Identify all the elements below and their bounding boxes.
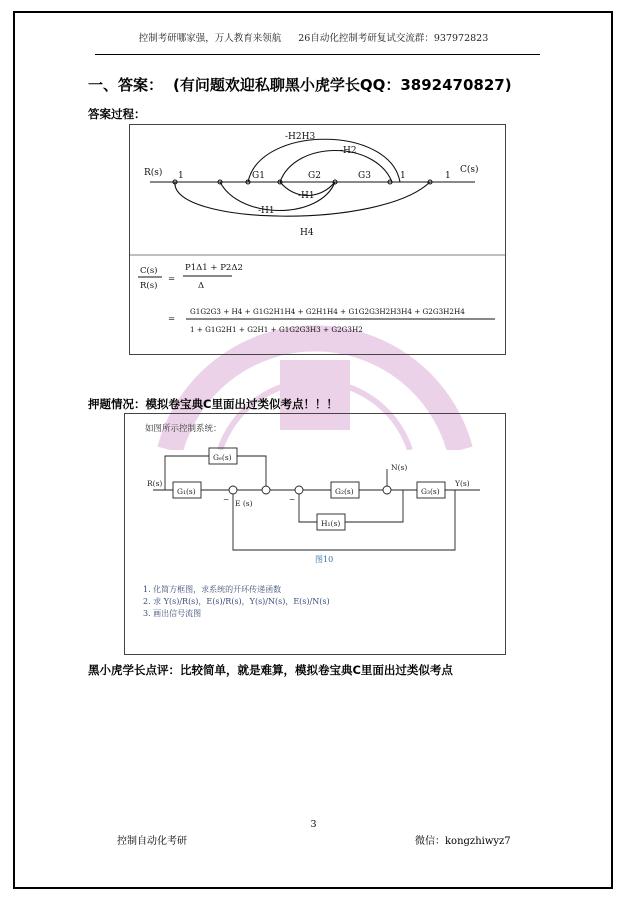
hw-one-2: 1 <box>400 171 406 181</box>
question-1: 1. 化简方框图，求系统的开环传递函数 <box>143 585 282 594</box>
header-rule <box>95 54 540 55</box>
handwritten-answer-image <box>129 124 506 355</box>
eq2-num: G1G2G3 + H4 + G1G2H1H4 + G2H1H4 + G1G2G3H2H3H4 + G2G3H2H4 <box>190 307 465 316</box>
hw-block-g1: G1 <box>252 171 265 181</box>
footer-left: 控制自动化考研 <box>117 836 187 847</box>
problem-intro: 如图所示控制系统： <box>145 424 222 434</box>
comment: 黑小虎学长点评：比较简单，就是难算，模拟卷宝典C里面出过类似考点 <box>88 663 453 677</box>
title-qq: (有问题欢迎私聊黑小虎学长QQ：3892470827) <box>173 76 512 94</box>
footer-right: 微信：kongzhiwyz7 <box>415 836 511 847</box>
ratio-num: C(s) <box>140 266 158 276</box>
hw-fb-h1b: -H1 <box>258 206 275 216</box>
question-2: 2. 求 Y(s)/R(s)，E(s)/R(s)，Y(s)/N(s)，E(s)/N(s) <box>143 597 330 606</box>
hw-block-g3: G3 <box>358 171 371 181</box>
svg-text:=: = <box>168 314 176 324</box>
sig-N: N(s) <box>391 463 408 472</box>
block-Gc: Gₑ(s) <box>213 453 232 462</box>
sig-E: E (s) <box>235 499 253 508</box>
sig-R: R(s) <box>147 479 163 488</box>
svg-text:=: = <box>168 274 176 284</box>
hw-block-g2: G2 <box>308 171 321 181</box>
eq1-den: Δ <box>198 281 205 291</box>
section-title <box>88 74 512 95</box>
ratio-den: R(s) <box>140 281 158 291</box>
hw-output: C(s) <box>460 165 479 175</box>
similar-label: 押题情况：模拟卷宝典C里面出过类似考点！！！ <box>88 397 338 411</box>
title-main: 一、答案： <box>88 76 164 94</box>
problem-questions <box>143 584 330 620</box>
eq2-den: 1 + G1G2H1 + G2H1 + G1G2G3H3 + G2G3H2 <box>190 325 363 334</box>
hw-one-1: 1 <box>178 171 184 181</box>
minus-1: − <box>223 495 230 504</box>
block-G2: G₂(s) <box>335 487 354 496</box>
header-right: 26自动化控制考研复试交流群：937972823 <box>298 33 489 44</box>
minus-2: − <box>289 495 296 504</box>
sig-Y: Y(s) <box>455 479 470 488</box>
page-number: 3 <box>310 819 317 830</box>
hw-one-3: 1 <box>445 171 451 181</box>
block-H1: H₁(s) <box>321 519 341 528</box>
hw-fb-h1a: -H1 <box>298 191 315 201</box>
hw-fb-h2: -H2 <box>340 146 357 156</box>
block-G3: G₃(s) <box>421 487 440 496</box>
eq1-num: P1Δ1 + P2Δ2 <box>185 263 243 273</box>
hw-fb-h4: H4 <box>300 228 314 238</box>
page-header <box>0 30 627 44</box>
question-3: 3. 画出信号流图 <box>143 609 202 618</box>
answer-process-label: 答案过程： <box>88 107 146 121</box>
hw-fb-h2h3: -H2H3 <box>285 132 316 142</box>
problem-figure-image <box>124 413 506 655</box>
block-G1: G₁(s) <box>177 487 196 496</box>
header-left: 控制考研哪家强，万人教育来领航 <box>138 33 282 44</box>
figure-label: 图10 <box>315 555 334 564</box>
hw-input: R(s) <box>144 168 163 178</box>
